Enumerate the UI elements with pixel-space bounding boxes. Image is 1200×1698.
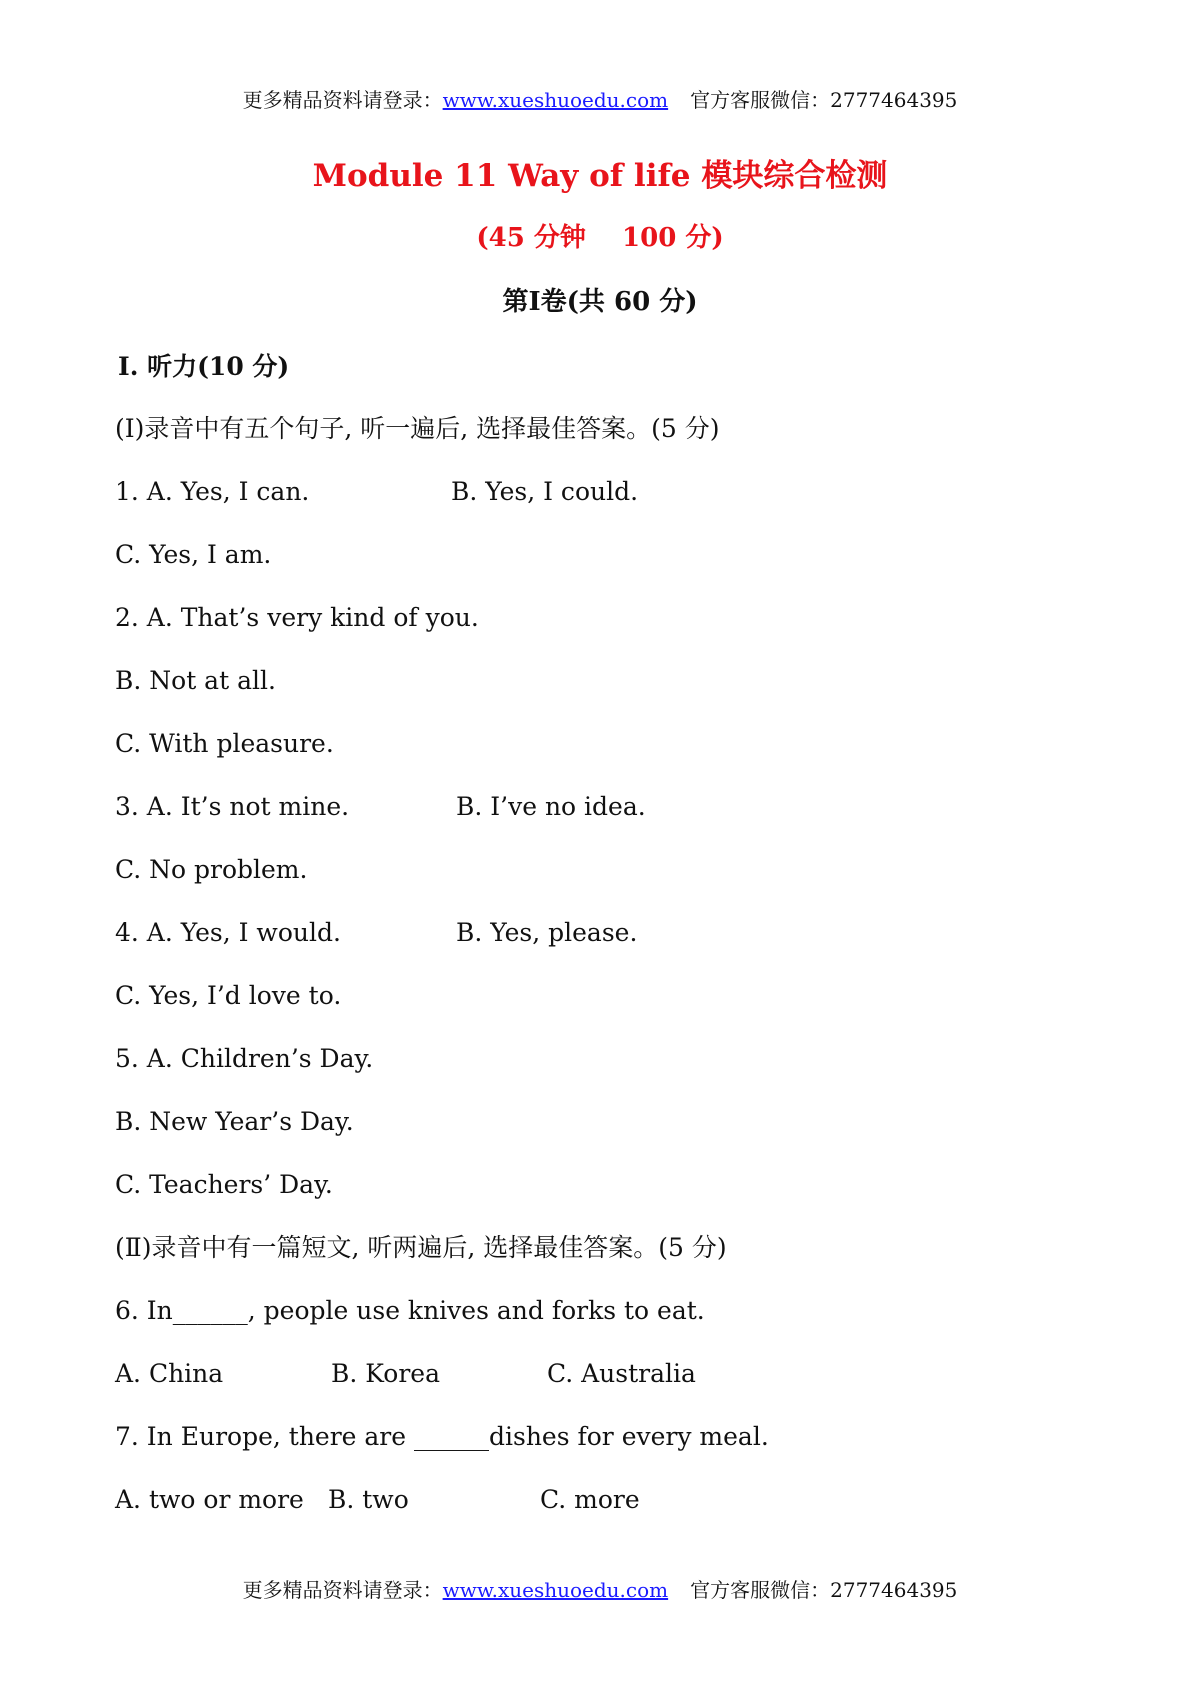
q4-option-c: C. Yes, I’d love to. [115, 981, 342, 1010]
header-service: 官方客服微信：2777464395 [690, 88, 958, 112]
q5-option-a: 5. A. Children’s Day. [115, 1044, 374, 1073]
doc-subtitle: (45 分钟 100 分) [476, 223, 724, 253]
q3-option-c: C. No problem. [115, 855, 308, 884]
q1-option-a: 1. A. Yes, I can. [115, 477, 310, 506]
q1-option-c: C. Yes, I am. [115, 540, 272, 569]
section-heading-listening: Ⅰ. 听力(10 分) [118, 352, 290, 381]
q5-option-c: C. Teachers’ Day. [115, 1170, 333, 1199]
q7-option-c: C. more [540, 1485, 640, 1514]
q2-option-c: C. With pleasure. [115, 729, 334, 758]
q3-option-a: 3. A. It’s not mine. [115, 792, 350, 821]
doc-title: Module 11 Way of life 模块综合检测 [312, 158, 888, 194]
part1-instruction: (Ⅰ)录音中有五个句子, 听一遍后, 选择最佳答案。(5 分) [115, 414, 720, 443]
q2-option-b: B. Not at all. [115, 666, 276, 695]
q5-option-b: B. New Year’s Day. [115, 1107, 354, 1136]
footer-service: 官方客服微信：2777464395 [690, 1578, 958, 1602]
page-footer [0, 1578, 1200, 1602]
q2-option-a: 2. A. That’s very kind of you. [115, 603, 479, 632]
volume-title: 第Ⅰ卷(共 60 分) [502, 287, 698, 317]
footer-site-link[interactable]: www.xueshuoedu.com [442, 1578, 669, 1602]
q7-stem: 7. In Europe, there are ______dishes for every meal. [115, 1422, 769, 1451]
q6-stem: 6. In______, people use knives and forks to eat. [115, 1296, 705, 1325]
part2-instruction: (Ⅱ)录音中有一篇短文, 听两遍后, 选择最佳答案。(5 分) [115, 1233, 727, 1262]
page-header [0, 88, 1200, 112]
q3-option-b: B. I’ve no idea. [456, 792, 646, 821]
q7-option-b: B. two [328, 1485, 409, 1514]
q6-option-b: B. Korea [331, 1359, 440, 1388]
q1-option-b: B. Yes, I could. [451, 477, 639, 506]
q4-option-a: 4. A. Yes, I would. [115, 918, 341, 947]
footer-prefix: 更多精品资料请登录： [242, 1578, 443, 1602]
q4-option-b: B. Yes, please. [456, 918, 638, 947]
header-prefix: 更多精品资料请登录： [242, 88, 443, 112]
q6-option-a: A. China [115, 1359, 224, 1388]
header-site-link[interactable]: www.xueshuoedu.com [442, 88, 669, 112]
q6-option-c: C. Australia [547, 1359, 696, 1388]
q7-option-a: A. two or more [115, 1485, 304, 1514]
